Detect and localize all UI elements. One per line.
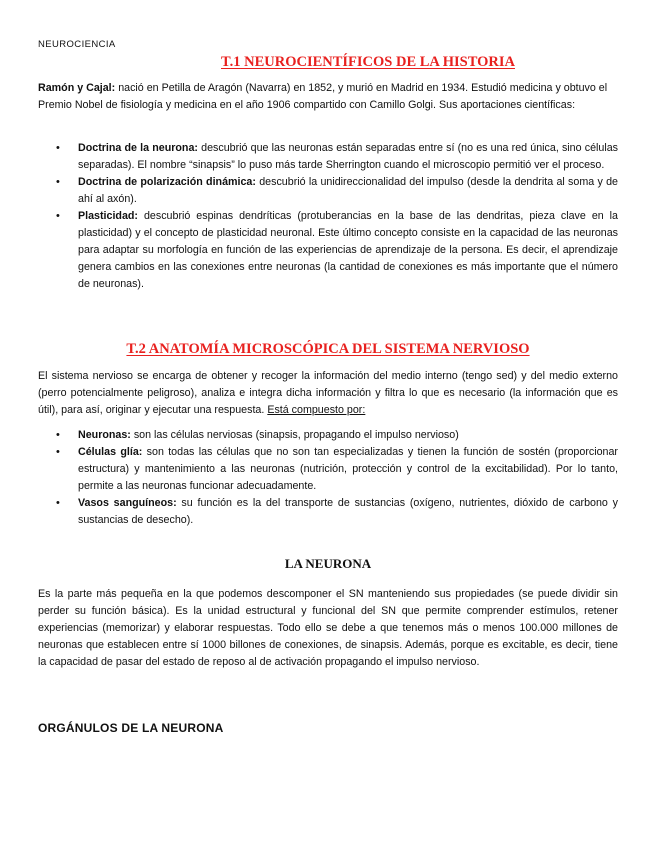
- bullet-icon: •: [56, 497, 60, 509]
- neurona-heading: LA NEURONA: [284, 556, 372, 571]
- cajal-contributions-list: [38, 140, 618, 293]
- nervous-system-components-list: [38, 427, 618, 529]
- bullet-icon: •: [56, 429, 60, 441]
- bullet-icon: •: [56, 176, 60, 188]
- bullet-icon: •: [56, 142, 60, 154]
- list-item: • Doctrina de polarización dinámica: descubrió la unidireccionalidad del impulso (desde la dendrita al soma y de ahí al axón).: [56, 176, 618, 205]
- list-item: • Doctrina de la neurona: descubrió que las neuronas están separadas entre sí (no es una red única, sino células separadas). El nombre “sinapsis” lo puso más tarde Sherrington cuando el microscopio permitió ver el proceso.: [56, 142, 618, 171]
- organulos-heading: ORGÁNULOS DE LA NEURONA: [38, 721, 224, 735]
- cajal-name: Ramón y Cajal:: [38, 82, 116, 94]
- list-item: • Plasticidad: descubrió espinas dendríticas (protuberancias en la base de las dendritas, pieza clave en la plasticidad) y el concepto de plasticidad neuronal. Este último concepto consiste en la capacidad de las neuronas para adaptar su morfología en función de las experiencias de aprendizaje de la persona. Es decir, el aprendizaje genera cambios en las conexiones entre neuronas (la cantidad de conexiones es más importante que el número de neuronas).: [56, 210, 618, 290]
- section-title-t1: T.1 NEUROCIENTÍFICOS DE LA HISTORIA: [221, 54, 515, 70]
- nervous-system-paragraph: El sistema nervioso se encarga de obtener y recoger la información del medio interno (tengo sed) y del medio externo (perro potencialmente peligroso), analiza e integra dicha información y filtra lo que es necesario (la información que es útil), para así, originar y ejecutar una respuesta. Está compuesto por:: [38, 370, 618, 416]
- list-item: • Neuronas: son las células nerviosas (sinapsis, propagando el impulso nervioso): [38, 427, 618, 444]
- section-title-t2: T.2 ANATOMÍA MICROSCÓPICA DEL SISTEMA NERVIOSO: [126, 341, 530, 357]
- list-item: • Vasos sanguíneos: su función es la del transporte de sustancias (oxígeno, nutrientes, dióxido de carbono y sustancias de desecho).: [56, 497, 618, 526]
- neurona-paragraph: Es la parte más pequeña en la que podemos descomponer el SN manteniendo sus propiedades (se puede dividir sin perder su función básica). Es la unidad estructural y funcional del SN que permite comprender estímulos, retener experiencias (memorizar) y elaborar respuestas. Todo ello se debe a que tenemos más o menos 100.000 millones de neuronas que establecen entre sí 1000 billones de conexiones, de sinapsis. Además, porque es excitable, es decir, tiene la capacidad de pasar del estado de reposo al de activación propagando el impulso nervioso.: [38, 588, 618, 668]
- composed-of-label: Está compuesto por:: [267, 404, 366, 416]
- document-header: NEUROCIENCIA: [38, 39, 116, 50]
- cajal-intro-text: nació en Petilla de Aragón (Navarra) en 1852, y murió en Madrid en 1934. Estudió medicina y obtuvo el Premio Nobel de fisiología y medicina en el año 1906 compartido con Camillo Golgi. Sus aportaciones científicas:: [38, 82, 608, 111]
- bullet-icon: •: [56, 210, 60, 222]
- list-item: • Células glía: son todas las células que no son tan especializadas y tienen la función de sostén (proporcionar estructura) y mantenimiento a las neuronas (nutrición, protección y control de la excitabilidad). Por lo tanto, permite a las neuronas funcionar adecuadamente.: [56, 446, 618, 492]
- cajal-intro-paragraph: [38, 80, 618, 114]
- bullet-icon: •: [56, 446, 60, 458]
